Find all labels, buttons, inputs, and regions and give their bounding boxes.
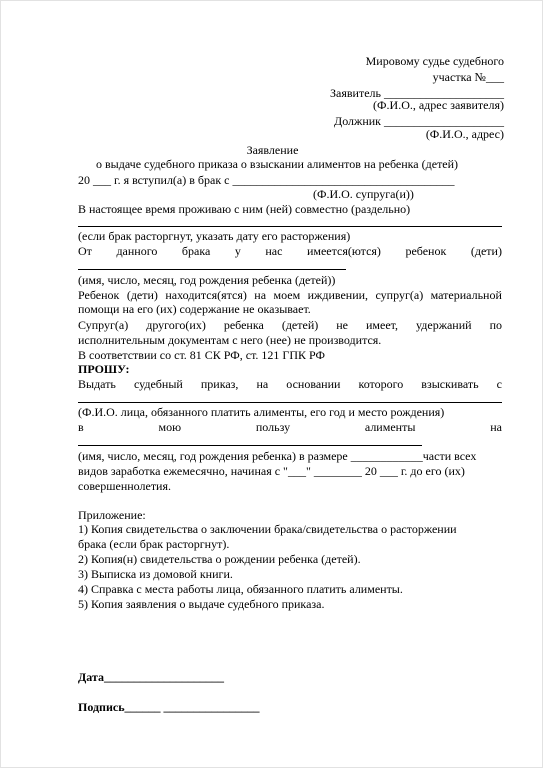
living-line: В настоящее время проживаю с ним (ней) совместно (раздельно) [78, 202, 411, 216]
attachment-item: 3) Выписка из домовой книги. [78, 567, 233, 581]
law-reference: В соответствии со ст. 81 СК РФ, ст. 121 ГПК РФ [78, 348, 325, 362]
payer-hint: (Ф.И.О. лица, обязанного платить алименты, его год и место рождения) [78, 405, 445, 419]
request-heading: ПРОШУ: [78, 362, 130, 376]
amount-line-3: совершеннолетия. [78, 479, 171, 493]
blank-line [78, 445, 422, 446]
blank-line [78, 402, 502, 403]
blank-line [78, 226, 502, 227]
applicant-line: Заявитель ____________________ [330, 86, 504, 100]
amount-line-1: (имя, число, месяц, год рождения ребенка) в размере ____________части всех [78, 449, 477, 463]
divorce-hint: (если брак расторгнут, указать дату его расторжения) [78, 229, 351, 243]
marriage-line: 20 ___ г. я вступил(а) в брак с _____________________________________ [78, 173, 455, 187]
document-subject: о выдаче судебного приказа о взыскании алиментов на ребенка (детей) [96, 157, 459, 171]
spouse-hint: (Ф.И.О. супруга(и)) [313, 187, 414, 201]
attachment-item: 1) Копия свидетельства о заключении брака/свидетельства о расторжении [78, 522, 457, 536]
other-children-line-2: исполнительным документам с него (нее) не производится. [78, 333, 382, 347]
dependent-line-2: помощи на его (их) содержание не оказывает. [78, 302, 311, 316]
favor-line: в мою пользу алименты на [78, 420, 502, 434]
attachment-item: 2) Копия(н) свидетельства о рождении ребенка (детей). [78, 552, 361, 566]
signature-field: Подпись______ ________________ [78, 700, 260, 714]
attachments-heading: Приложение: [78, 508, 146, 522]
request-line: Выдать судебный приказ, на основании которого взыскивать с [78, 377, 502, 391]
applicant-hint: (Ф.И.О., адрес заявителя) [373, 98, 504, 112]
other-children-line-1: Супруг(а) другого(их) ребенка (детей) не имеет, удержаний по [78, 318, 502, 332]
attachment-item: 4) Справка с места работы лица, обязанного платить алименты. [78, 582, 403, 596]
child-hint: (имя, число, месяц, год рождения ребенка (детей)) [78, 273, 336, 287]
document-title: Заявление [246, 143, 299, 157]
addressee-line-2: участка №___ [432, 70, 504, 84]
amount-line-2: видов заработка ежемесячно, начиная с "___" ________ 20 ___ г. до его (их) [78, 464, 465, 478]
debtor-hint: (Ф.И.О., адрес) [425, 127, 504, 141]
date-field: Дата____________________ [78, 670, 224, 684]
dependent-line-1: Ребенок (дети) находится(ятся) на моем иждивении, супруг(а) материальной [78, 288, 502, 302]
debtor-line: Должник ____________________ [334, 114, 504, 128]
from-marriage-line: От данного брака у нас имеется(ются) ребенок (дети) [78, 244, 502, 258]
addressee-line-1: Мировому судье судебного [365, 54, 504, 68]
attachment-item: 5) Копия заявления о выдаче судебного приказа. [78, 597, 325, 611]
attachment-item: брака (если брак расторгнут). [78, 537, 230, 551]
blank-line [78, 269, 346, 270]
